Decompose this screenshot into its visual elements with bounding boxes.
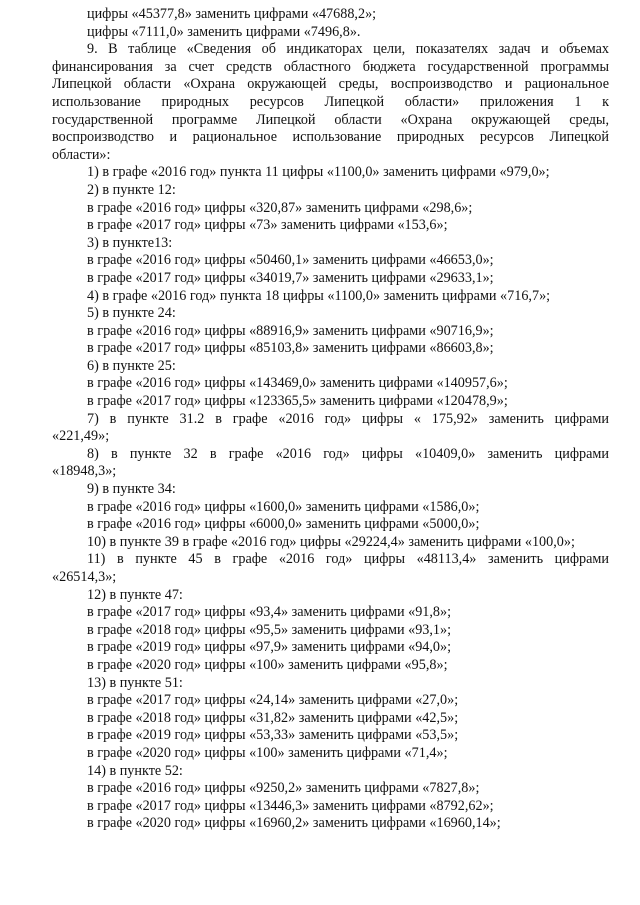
text-line: в графе «2017 год» цифры «24,14» заменить цифрами «27,0»; — [87, 692, 459, 709]
text-line: 12) в пункте 47: — [87, 586, 183, 603]
text-line: воспроизводство и рациональное использование природных ресурсов Липецкой — [52, 129, 609, 146]
text-line: в графе «2020 год» цифры «16960,2» заменить цифрами «16960,14»; — [87, 815, 501, 832]
text-line: 14) в пункте 52: — [87, 762, 183, 779]
text-line: «221,49»; — [52, 428, 110, 445]
text-line: цифры «7111,0» заменить цифрами «7496,8». — [87, 23, 361, 40]
text-line: 9) в пункте 34: — [87, 481, 176, 498]
text-line: Липецкой области «Охрана окружающей среды, воспроизводство и рациональное — [52, 76, 609, 93]
text-line: 8) в пункте 32 в графе «2016 год» цифры «10409,0» заменить цифрами — [87, 445, 609, 462]
text-line: в графе «2017 год» цифры «123365,5» заменить цифрами «120478,9»; — [87, 393, 508, 410]
text-line: в графе «2016 год» цифры «9250,2» заменить цифрами «7827,8»; — [87, 780, 480, 797]
text-line: в графе «2016 год» цифры «6000,0» заменить цифрами «5000,0»; — [87, 516, 480, 533]
text-line: 3) в пункте13: — [87, 234, 173, 251]
text-line: в графе «2017 год» цифры «73» заменить цифрами «153,6»; — [87, 217, 448, 234]
text-line: финансирования за счет средств областного бюджета государственной программы — [52, 58, 609, 75]
text-line: 5) в пункте 24: — [87, 305, 176, 322]
text-line: использование природных ресурсов Липецкой области» приложения 1 к — [52, 93, 609, 110]
text-line: в графе «2016 год» цифры «88916,9» заменить цифрами «90716,9»; — [87, 322, 494, 339]
text-line: 9. В таблице «Сведения об индикаторах цели, показателях задач и объемах — [87, 41, 609, 58]
text-line: 13) в пункте 51: — [87, 674, 183, 691]
text-line: в графе «2019 год» цифры «53,33» заменить цифрами «53,5»; — [87, 727, 459, 744]
text-line: в графе «2018 год» цифры «31,82» заменить цифрами «42,5»; — [87, 709, 459, 726]
text-line: в графе «2017 год» цифры «93,4» заменить цифрами «91,8»; — [87, 604, 452, 621]
text-line: «26514,3»; — [52, 569, 117, 585]
document-page — [52, 6, 609, 833]
text-line: 11) в пункте 45 в графе «2016 год» цифры «48113,4» заменить цифрами — [87, 551, 609, 568]
text-line: в графе «2016 год» цифры «143469,0» заменить цифрами «140957,6»; — [87, 375, 508, 392]
text-line: в графе «2017 год» цифры «13446,3» заменить цифрами «8792,62»; — [87, 797, 494, 814]
text-line: в графе «2020 год» цифры «100» заменить цифрами «95,8»; — [87, 656, 448, 673]
text-line: в графе «2016 год» цифры «1600,0» заменить цифрами «1586,0»; — [87, 498, 480, 515]
text-line: государственной программе Липецкой области «Охрана окружающей среды, — [52, 111, 609, 128]
text-line: в графе «2020 год» цифры «100» заменить цифрами «71,4»; — [87, 744, 448, 761]
text-line: 1) в графе «2016 год» пункта 11 цифры «1100,0» заменить цифрами «979,0»; — [87, 164, 550, 181]
text-line: в графе «2016 год» цифры «50460,1» заменить цифрами «46653,0»; — [87, 252, 494, 269]
text-line: в графе «2019 год» цифры «97,9» заменить цифрами «94,0»; — [87, 639, 452, 656]
text-line: «18948,3»; — [52, 463, 117, 480]
text-line: 7) в пункте 31.2 в графе «2016 год» цифры « 175,92» заменить цифрами — [87, 410, 609, 427]
text-line: 6) в пункте 25: — [87, 357, 176, 374]
text-line: в графе «2017 год» цифры «85103,8» заменить цифрами «86603,8»; — [87, 340, 494, 357]
text-line: 4) в графе «2016 год» пункта 18 цифры «1100,0» заменить цифрами «716,7»; — [87, 287, 551, 304]
text-line: 2) в пункте 12: — [87, 181, 176, 198]
text-line: 10) в пункте 39 в графе «2016 год» цифры «29224,4» заменить цифрами «100,0»; — [87, 533, 575, 550]
text-line: в графе «2018 год» цифры «95,5» заменить цифрами «93,1»; — [87, 621, 452, 638]
text-line: в графе «2017 год» цифры «34019,7» заменить цифрами «29633,1»; — [87, 269, 494, 286]
text-line: цифры «45377,8» заменить цифрами «47688,2»; — [87, 6, 377, 22]
text-line: области»: — [52, 146, 111, 163]
text-line: в графе «2016 год» цифры «320,87» заменить цифрами «298,6»; — [87, 199, 473, 216]
